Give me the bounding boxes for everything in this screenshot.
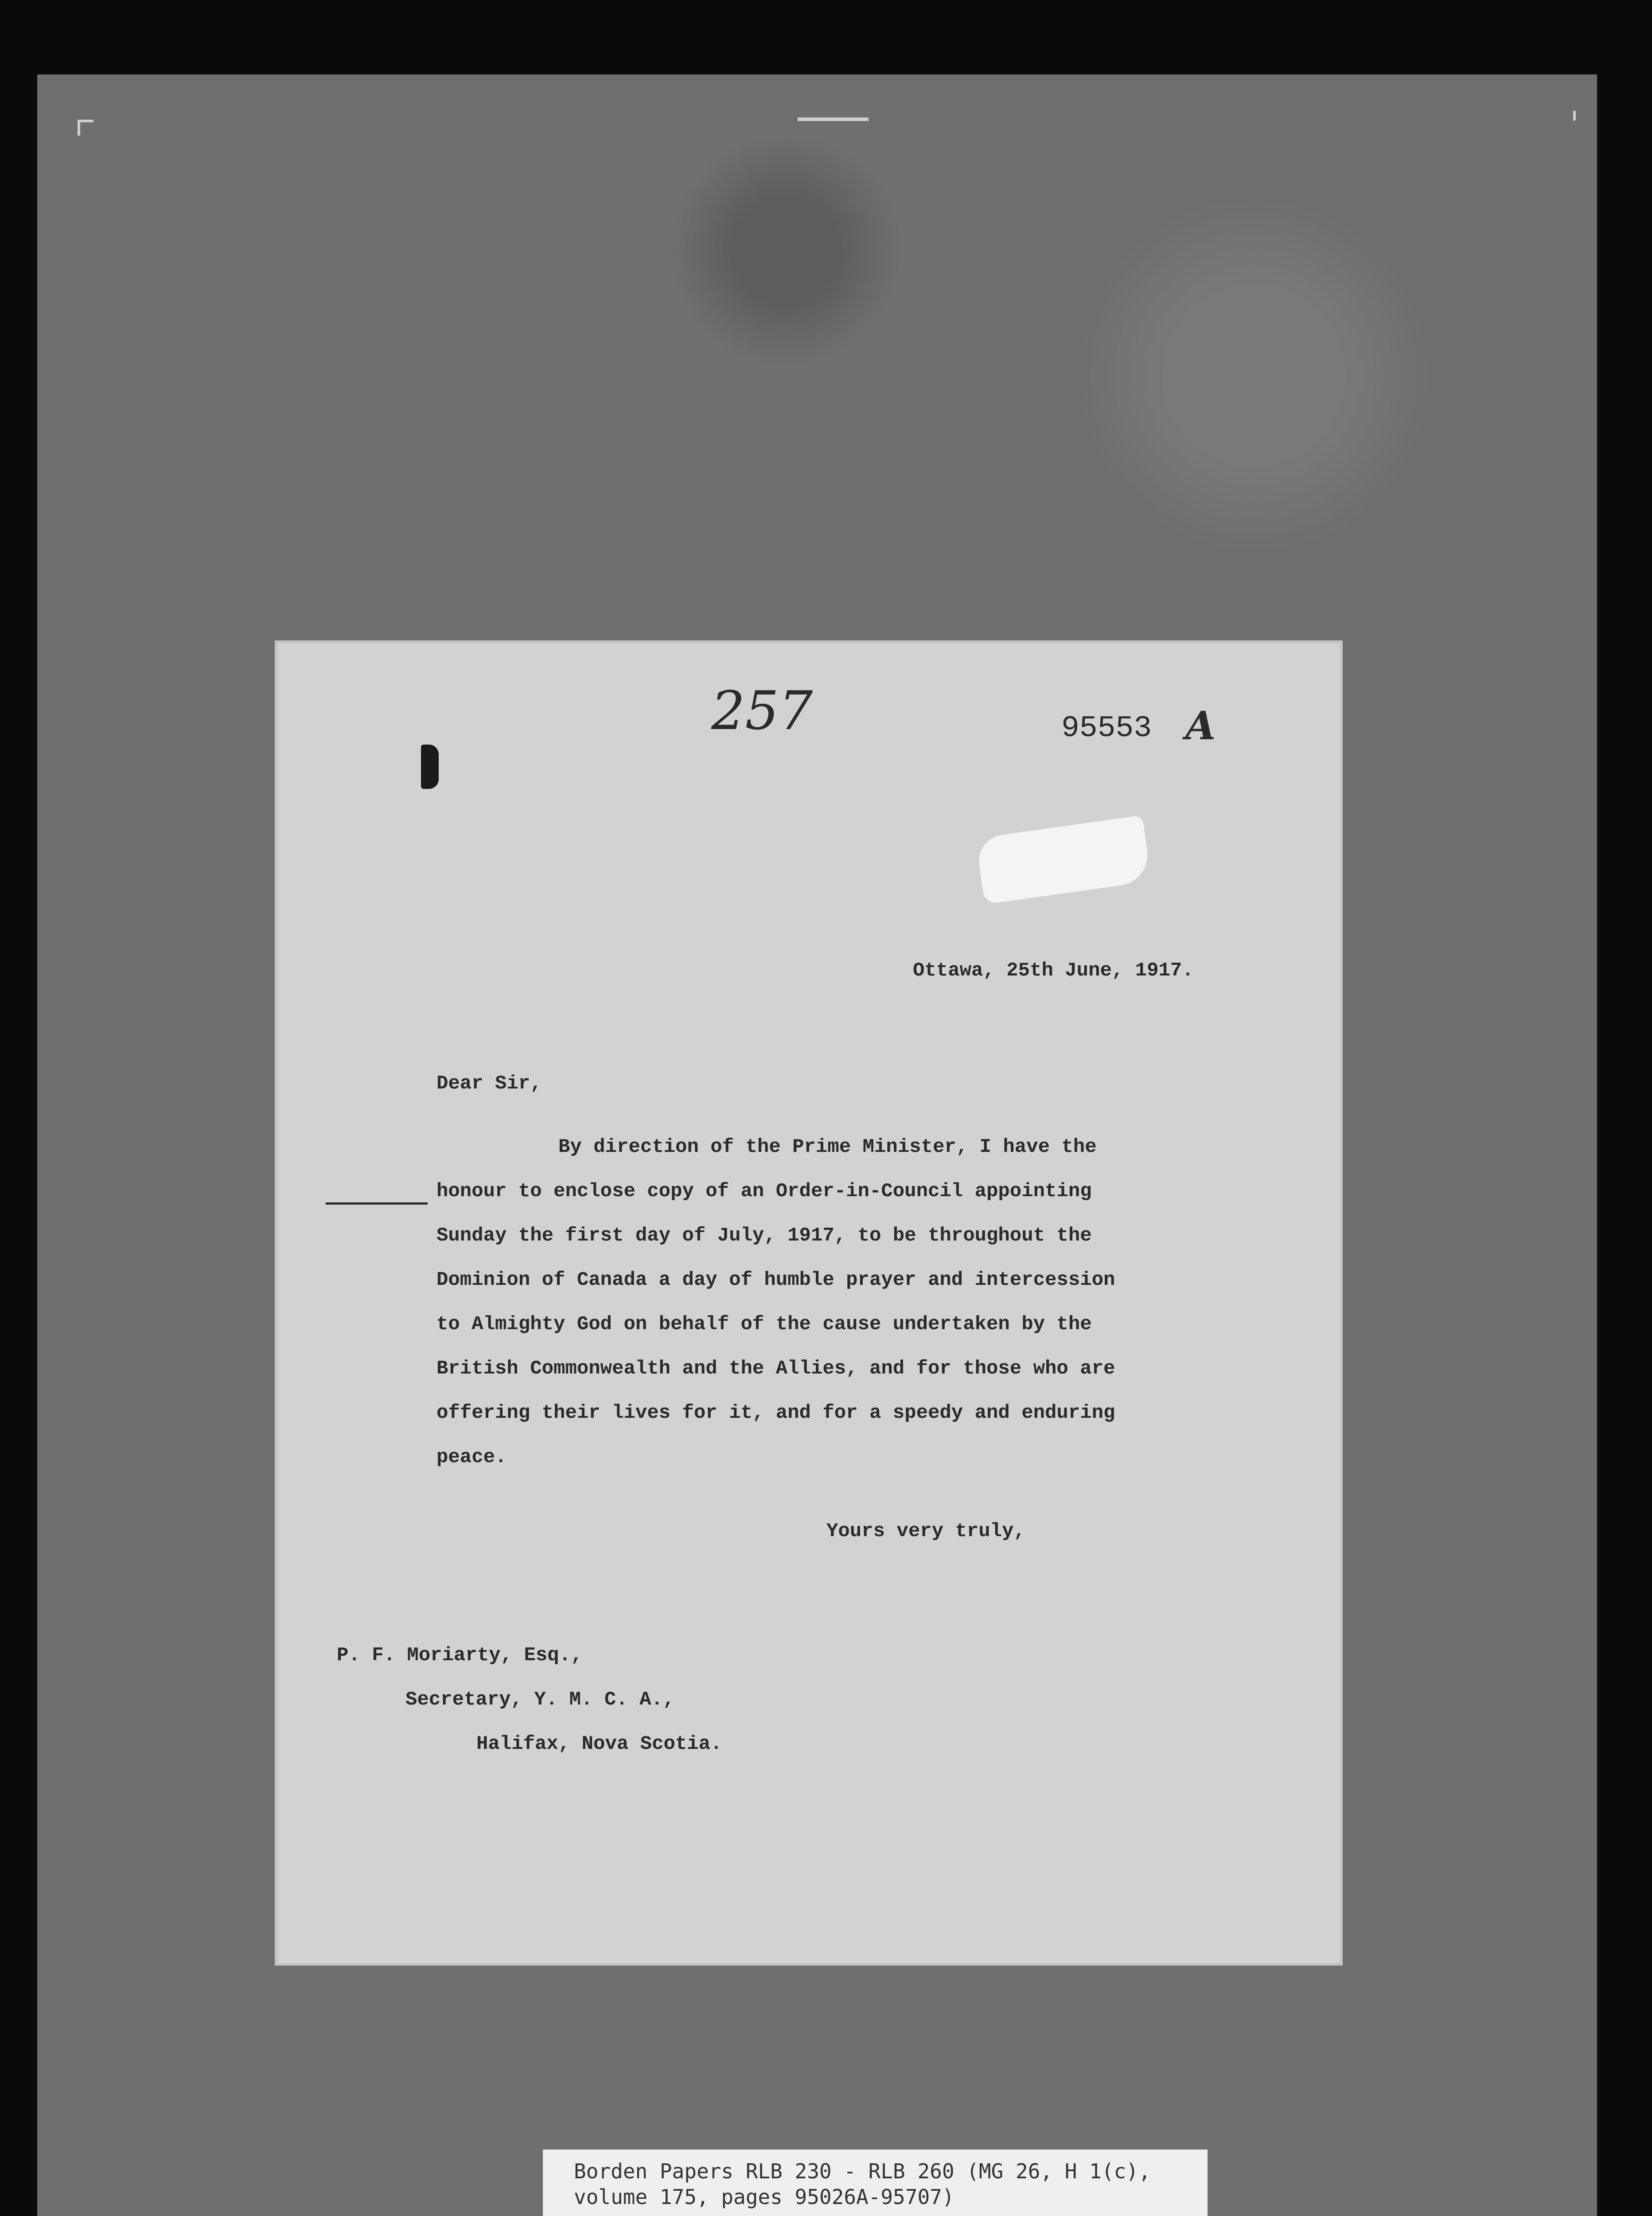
reference-label-line-1: Borden Papers RLB 230 - RLB 260 (MG 26, H 1(c), bbox=[574, 2159, 1151, 2183]
body-line-6: British Commonwealth and the Allies, and for those who are bbox=[436, 1358, 1115, 1380]
letter-page bbox=[275, 640, 1343, 1966]
body-line-7: offering their lives for it, and for a speedy and enduring bbox=[436, 1402, 1115, 1424]
corner-mark-top-left bbox=[78, 120, 94, 136]
body-line-3: Sunday the first day of July, 1917, to be throughout the bbox=[436, 1225, 1092, 1247]
margin-rule-mark bbox=[326, 1202, 428, 1205]
body-line-8: peace. bbox=[436, 1446, 507, 1468]
closing: Yours very truly, bbox=[826, 1520, 1025, 1542]
address-line-3: Halifax, Nova Scotia. bbox=[476, 1733, 722, 1755]
film-registration-mark bbox=[798, 117, 869, 121]
body-line-2: honour to enclose copy of an Order-in-Council appointing bbox=[436, 1180, 1092, 1202]
corner-mark-top-right bbox=[1560, 111, 1576, 121]
punch-hole bbox=[421, 745, 439, 789]
page-number-suffix: A bbox=[1185, 702, 1216, 749]
reference-label bbox=[543, 2150, 1208, 2216]
body-line-4: Dominion of Canada a day of humble prayer and intercession bbox=[436, 1269, 1115, 1291]
reference-label-line-2: volume 175, pages 95026A-95707) bbox=[574, 2185, 955, 2209]
page-number: 95553 bbox=[1061, 711, 1152, 745]
salutation: Dear Sir, bbox=[436, 1073, 542, 1095]
address-line-1: P. F. Moriarty, Esq., bbox=[337, 1644, 583, 1666]
date-line: Ottawa, 25th June, 1917. bbox=[913, 960, 1194, 982]
body-line-5: to Almighty God on behalf of the cause undertaken by the bbox=[436, 1313, 1092, 1335]
folio-number-handwritten: 257 bbox=[711, 680, 813, 742]
address-line-2: Secretary, Y. M. C. A., bbox=[405, 1689, 675, 1711]
body-line-1: By direction of the Prime Minister, I have the bbox=[558, 1136, 1097, 1158]
